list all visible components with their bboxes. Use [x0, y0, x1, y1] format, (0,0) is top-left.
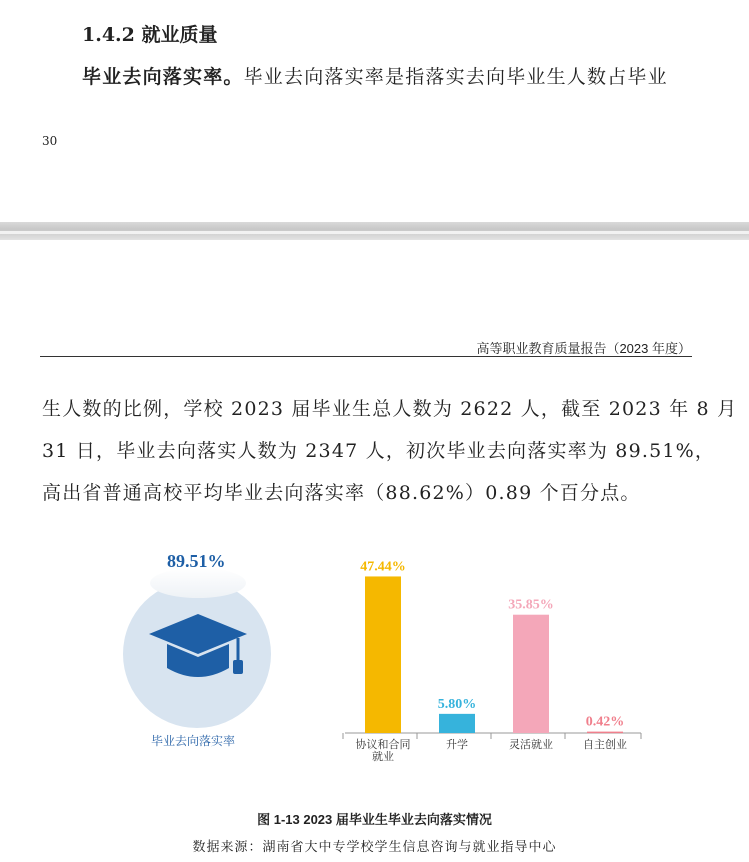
bar-value-label: 0.42%	[585, 714, 625, 730]
graduation-cap-icon	[143, 610, 253, 694]
bar-value-label: 35.85%	[508, 597, 554, 613]
x-tick-label: 就业	[372, 751, 394, 763]
figure-caption: 图 1-13 2023 届毕业生毕业去向落实情况	[257, 812, 492, 827]
intro-term: 毕业去向落实率。	[82, 66, 244, 88]
paragraph-line-2: 31 日，毕业去向落实人数为 2347 人，初次毕业去向落实率为 89.51%，	[42, 440, 716, 462]
summary-value: 89.51%	[167, 551, 226, 571]
bar	[439, 714, 475, 733]
page-number: 30	[42, 134, 58, 148]
x-tick-label: 升学	[446, 739, 468, 751]
bar-chart	[335, 555, 645, 770]
paragraph-line-3: 高出省普通高校平均毕业去向落实率（88.62%）0.89 个百分点。	[42, 482, 641, 504]
section-title: 1.4.2 就业质量	[82, 24, 218, 46]
bar	[365, 576, 401, 733]
bar-value-label: 5.80%	[437, 696, 477, 712]
bar	[587, 732, 623, 734]
paragraph-line-1: 生人数的比例，学校 2023 届毕业生总人数为 2622 人，截至 2023 年 8 月	[42, 398, 738, 420]
x-tick-label: 协议和合同	[355, 739, 411, 751]
summary-label: 毕业去向落实率	[151, 734, 236, 748]
intro-text: 毕业去向落实率是指落实去向毕业生人数占毕业	[243, 66, 668, 88]
summary-circle-highlight	[150, 568, 246, 598]
x-tick-label: 灵活就业	[509, 739, 553, 751]
header-rule	[40, 356, 692, 357]
running-header: 高等职业教育质量报告（2023 年度）	[476, 341, 691, 356]
bar	[513, 615, 549, 733]
page-break-highlight	[0, 231, 749, 234]
intro-line	[82, 62, 668, 89]
bar-value-label: 47.44%	[360, 559, 406, 575]
x-tick-label: 自主创业	[583, 739, 627, 751]
data-source: 数据来源：湖南省大中专学校学生信息咨询与就业指导中心	[192, 840, 557, 855]
